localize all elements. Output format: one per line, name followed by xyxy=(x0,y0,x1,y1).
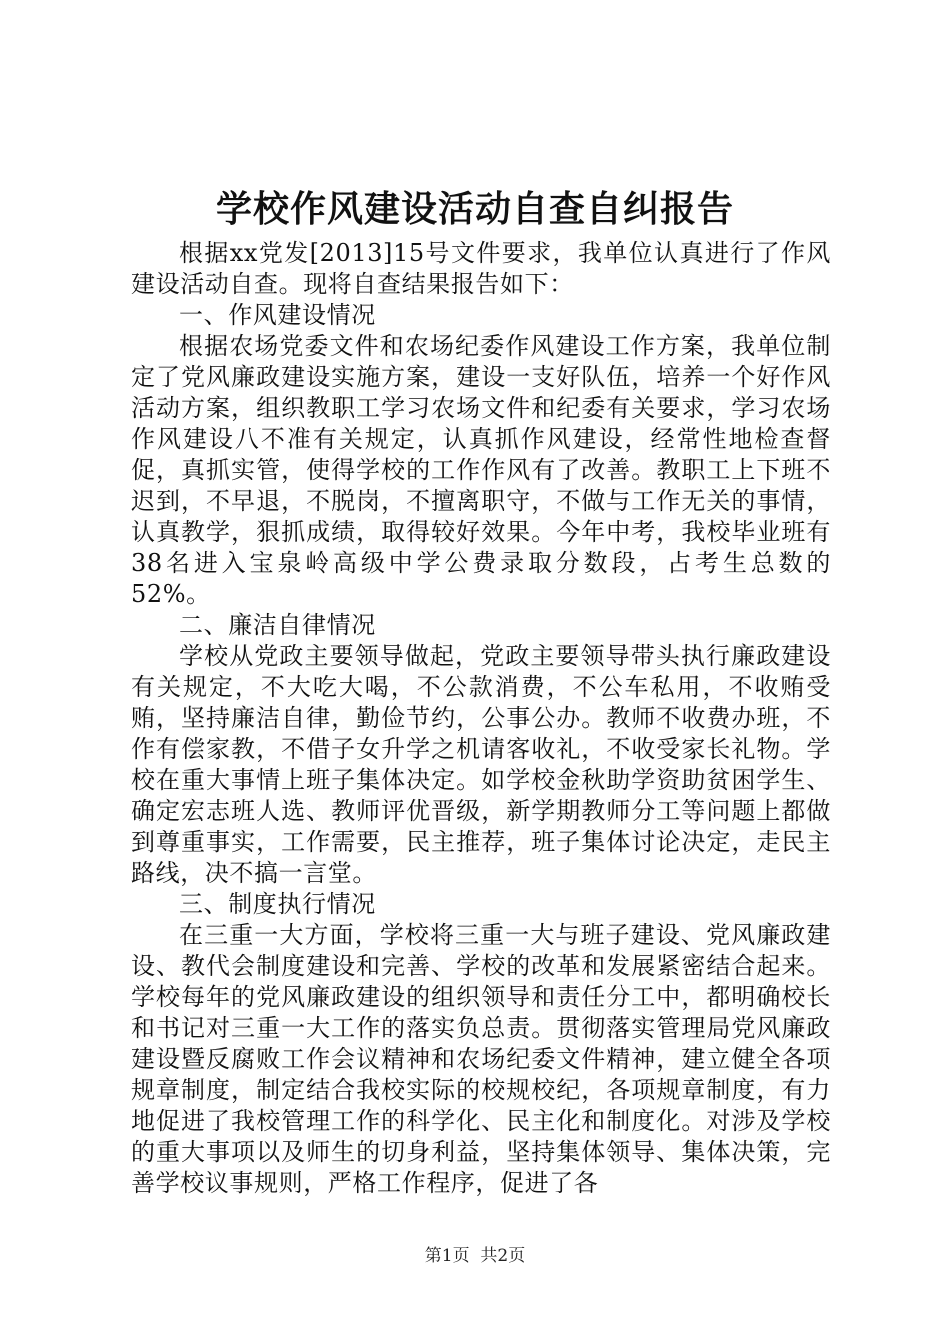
intro-paragraph: 根据xx党发[2013]15号文件要求，我单位认真进行了作风建设活动自查。现将自查结果报告如下： xyxy=(131,239,831,298)
document-title: 学校作风建设活动自查自纠报告 xyxy=(215,188,734,230)
page-number-label: 第1页 共2页 xyxy=(424,1246,526,1266)
section-2-paragraph: 学校从党政主要领导做起，党政主要领导带头执行廉政建设有关规定，不大吃大喝，不公款消费，不公车私用，不收贿受贿，坚持廉洁自律，勤俭节约，公事公办。教师不收费办班，不作有偿家教，不借子女升学之机请客收礼，不收受家长礼物。学校在重大事情上班子集体决定。如学校金秋助学资助贫困学生、确定宏志班人选、教师评优晋级，新学期教师分工等问题上都做到尊重事实，工作需要，民主推荐，班子集体讨论决定，走民主路线，决不搞一言堂。 xyxy=(131,642,831,887)
section-3-paragraph: 在三重一大方面，学校将三重一大与班子建设、党风廉政建设、教代会制度建设和完善、学校的改革和发展紧密结合起来。学校每年的党风廉政建设的组织领导和责任分工中，都明确校长和书记对三重一大工作的落实负总责。贯彻落实管理局党风廉政建设暨反腐败工作会议精神和农场纪委文件精神，建立健全各项规章制度，制定结合我校实际的校规校纪，各项规章制度，有力地促进了我校管理工作的科学化、民主化和制度化。对涉及学校的重大事项以及师生的切身利益，坚持集体领导、集体决策，完善学校议事规则，严格工作程序，促进了各 xyxy=(131,921,831,1197)
section-heading-2: 二、廉洁自律情况 xyxy=(179,611,376,639)
section-heading-3: 三、制度执行情况 xyxy=(179,890,376,918)
document-body xyxy=(131,238,831,1199)
section-1-paragraph: 根据农场党委文件和农场纪委作风建设工作方案，我单位制定了党风廉政建设实施方案，建设一支好队伍，培养一个好作风活动方案，组织教职工学习农场文件和纪委有关要求，学习农场作风建设八不准有关规定，认真抓作风建设，经常性地检查督促，真抓实管，使得学校的工作作风有了改善。教职工上下班不迟到，不早退，不脱岗，不擅离职守，不做与工作无关的事情，认真教学，狠抓成绩，取得较好效果。今年中考，我校毕业班有38名进入宝泉岭高级中学公费录取分数段，占考生总数的52%。 xyxy=(131,332,831,608)
page-footer xyxy=(0,1244,950,1268)
section-heading-1: 一、作风建设情况 xyxy=(179,301,376,329)
